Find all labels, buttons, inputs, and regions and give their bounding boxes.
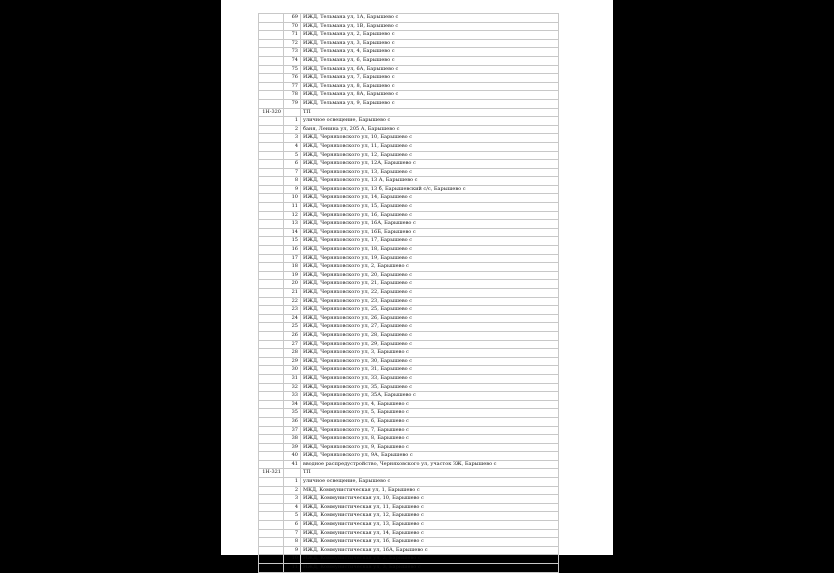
row-section-cell [259,443,284,452]
row-number-cell: 9 [284,546,301,555]
table-row [259,469,559,478]
row-section-cell [259,134,284,143]
row-text-cell: ИЖД, Тельмана ул, 2, Барышево с [301,31,559,40]
table-row [259,443,559,452]
row-number-cell: 79 [284,99,301,108]
row-section-cell [259,340,284,349]
row-number-cell: 19 [284,271,301,280]
row-text-cell: ИЖД, Коммунистическая ул, 16А, Барышево с [301,546,559,555]
row-section-cell [259,392,284,401]
table-row [259,108,559,117]
row-number-cell: 3 [284,495,301,504]
row-section-cell [259,99,284,108]
row-text-cell: ИЖД, Черняховского ул, 13, Барышево с [301,168,559,177]
row-number-cell: 30 [284,366,301,375]
table-row [259,297,559,306]
row-section-cell [259,529,284,538]
row-text-cell: ИЖД, Черняховского ул, 16, Барышево с [301,211,559,220]
table-row [259,237,559,246]
table-row [259,254,559,263]
row-number-cell: 3 [284,134,301,143]
table-row [259,22,559,31]
row-number-cell: 38 [284,435,301,444]
row-section-cell [259,237,284,246]
row-text-cell: ИЖД, Черняховского ул, 33, Барышево с [301,374,559,383]
row-text-cell: ИЖД, Коммунистическая ул, 16, Барышево с [301,538,559,547]
table-row [259,426,559,435]
row-section-cell [259,452,284,461]
table-row [259,48,559,57]
table-row [259,31,559,40]
table-row [259,142,559,151]
row-number-cell: 71 [284,31,301,40]
row-text-cell: ИЖД, Тельмана ул, 6, Барышево с [301,56,559,65]
row-section-cell [259,91,284,100]
row-number-cell: 15 [284,237,301,246]
row-number-cell: 24 [284,314,301,323]
row-number-cell: 40 [284,452,301,461]
table-row [259,168,559,177]
row-section-cell [259,185,284,194]
row-text-cell: ИЖД, Тельмана ул, 3, Барышево с [301,39,559,48]
row-text-cell: ИЖД, Черняховского ул, 9, Барышево с [301,443,559,452]
row-section-cell [259,564,284,573]
table-row [259,263,559,272]
row-text-cell: ИЖД, Черняховского ул, 18, Барышево с [301,246,559,255]
row-section-cell [259,177,284,186]
row-section-cell [259,254,284,263]
row-number-cell: 34 [284,400,301,409]
row-section-cell [259,263,284,272]
row-text-cell: ИЖД, Черняховского ул, 26, Барышево с [301,314,559,323]
row-section-cell [259,280,284,289]
row-number-cell: 70 [284,22,301,31]
row-section-cell [259,31,284,40]
row-section-cell [259,538,284,547]
table-row [259,117,559,126]
row-text-cell: баня, Ленина ул, 205 А, Барышево с [301,125,559,134]
row-text-cell: вводное распредустройство, Черняховского ул, участок ЗЖ, Барышево с [301,460,559,469]
row-section-cell [259,22,284,31]
row-section-cell [259,194,284,203]
table-row [259,280,559,289]
row-number-cell: 1 [284,478,301,487]
row-number-cell: 12 [284,211,301,220]
row-section-cell [259,435,284,444]
row-text-cell: ИЖД, Тельмана ул, 9, Барышево с [301,99,559,108]
row-number-cell: 8 [284,538,301,547]
row-text-cell: ИЖД, Черняховского ул, 30, Барышево с [301,357,559,366]
row-text-cell: ИЖД, Черняховского ул, 15, Барышево с [301,203,559,212]
row-section-cell [259,117,284,126]
row-number-cell: 6 [284,521,301,530]
row-number-cell: 75 [284,65,301,74]
row-text-cell: ИЖД, Коммунистическая ул, 10, Барышево с [301,495,559,504]
table-row [259,340,559,349]
row-text-cell: ИЖД, Черняховского ул, 11, Барышево с [301,142,559,151]
row-section-cell [259,56,284,65]
row-section-cell [259,512,284,521]
row-text-cell: ИЖД, Черняховского ул, 20, Барышево с [301,271,559,280]
row-number-cell: 20 [284,280,301,289]
row-text-cell: ИЖД, Тельмана ул, 1А, Барышево с [301,14,559,23]
row-text-cell: ИЖД, Черняховского ул, 25, Барышево с [301,306,559,315]
row-number-cell: 77 [284,82,301,91]
row-text-cell: ИЖД, Черняховского ул, 28, Барышево с [301,331,559,340]
row-text-cell: ИЖД, Черняховского ул, 4, Барышево с [301,400,559,409]
table-row [259,374,559,383]
row-section-cell [259,521,284,530]
row-number-cell: 28 [284,349,301,358]
row-section-cell [259,297,284,306]
row-text-cell: ИЖД, Тельмана ул, 8, Барышево с [301,82,559,91]
table-row [259,529,559,538]
table-row [259,39,559,48]
table-row [259,211,559,220]
row-text-cell: ИЖД, Черняховского ул, 12А, Барышево с [301,160,559,169]
row-text-cell: ИЖД, Коммунистическая ул, 11, Барышево с [301,503,559,512]
row-text-cell: ТП [301,469,559,478]
table-row [259,271,559,280]
table-row [259,357,559,366]
row-text-cell: ИЖД, Тельмана ул, 7, Барышево с [301,74,559,83]
row-number-cell: 9 [284,185,301,194]
row-number-cell: 5 [284,151,301,160]
row-text-cell: ИЖД, Черняховского ул, 35А, Барышево с [301,392,559,401]
row-section-cell [259,203,284,212]
row-section-cell [259,306,284,315]
row-section-cell [259,331,284,340]
row-text-cell: ИЖД, Черняховского ул, 8, Барышево с [301,435,559,444]
row-text-cell: ИЖД, Черняховского ул, 3, Барышево с [301,349,559,358]
row-text-cell: ИЖД, Тельмана ул, 6А, Барышево с [301,65,559,74]
row-text-cell: ИЖД, Черняховского ул, 10, Барышево с [301,134,559,143]
row-number-cell: 23 [284,306,301,315]
row-section-cell [259,246,284,255]
row-section-cell [259,374,284,383]
table-row [259,503,559,512]
row-section-cell [259,142,284,151]
table-row [259,91,559,100]
table-row [259,203,559,212]
row-text-cell: ИЖД, Тельмана ул, 4, Барышево с [301,48,559,57]
table-row [259,521,559,530]
row-section-cell: 1Н-320 [259,108,284,117]
row-number-cell: 32 [284,383,301,392]
table-row [259,289,559,298]
row-number-cell: 72 [284,39,301,48]
table-row [259,323,559,332]
table-row [259,194,559,203]
row-number-cell: 73 [284,48,301,57]
row-number-cell: 29 [284,357,301,366]
row-section-cell [259,314,284,323]
row-section-cell [259,289,284,298]
table-row [259,151,559,160]
row-section-cell [259,151,284,160]
table-row [259,392,559,401]
table-row [259,478,559,487]
row-section-cell [259,14,284,23]
table-row [259,14,559,23]
table-row [259,409,559,418]
row-text-cell: ИЖД, Коммунистическая ул, 13, Барышево с [301,521,559,530]
row-section-cell [259,271,284,280]
row-section-cell [259,417,284,426]
row-text-cell: ИЖД, Черняховского ул, 29, Барышево с [301,340,559,349]
row-text-cell: ИЖД, Черняховского ул, 19, Барышево с [301,254,559,263]
row-number-cell: 7 [284,529,301,538]
row-text-cell: ИЖД, Тельмана ул, 8А, Барышево с [301,91,559,100]
address-table [258,13,559,573]
row-number-cell: 8 [284,177,301,186]
row-section-cell [259,349,284,358]
row-section-cell [259,357,284,366]
row-number-cell: 35 [284,409,301,418]
row-section-cell [259,478,284,487]
row-number-cell: 37 [284,426,301,435]
row-section-cell [259,546,284,555]
row-number-cell: 27 [284,340,301,349]
row-text-cell: ИЖД, Черняховского ул, 23, Барышево с [301,297,559,306]
row-number-cell: 36 [284,417,301,426]
row-number-cell: 18 [284,263,301,272]
table-row [259,546,559,555]
row-text-cell: ИЖД, Черняховского ул, 22, Барышево с [301,289,559,298]
row-section-cell [259,409,284,418]
row-number-cell: 41 [284,460,301,469]
row-section-cell [259,383,284,392]
row-section-cell [259,48,284,57]
table-row [259,74,559,83]
row-section-cell [259,125,284,134]
row-text-cell: ИЖД, Черняховского ул, 13 А, Барышево с [301,177,559,186]
row-section-cell [259,211,284,220]
row-text-cell: МКД, Коммунистическая ул, 1, Барышево с [301,486,559,495]
row-text-cell: ИЖД, Черняховского ул, 27, Барышево с [301,323,559,332]
table-row [259,56,559,65]
row-number-cell: 26 [284,331,301,340]
row-section-cell [259,366,284,375]
row-text-cell: ИЖД, Коммунистическая ул, 12, Барышево с [301,512,559,521]
document-page [221,0,613,570]
row-section-cell [259,65,284,74]
row-number-cell: 78 [284,91,301,100]
table-row [259,134,559,143]
row-number-cell: 39 [284,443,301,452]
table-row [259,160,559,169]
row-number-cell: 5 [284,512,301,521]
row-section-cell [259,74,284,83]
row-section-cell [259,228,284,237]
table-row [259,99,559,108]
row-text-cell: ИЖД, Черняховского ул, 16Б, Барышево с [301,228,559,237]
address-table-body [259,14,559,573]
table-row [259,452,559,461]
row-text-cell: ИЖД, Черняховского ул, 31, Барышево с [301,366,559,375]
table-row [259,486,559,495]
row-section-cell [259,555,284,564]
row-section-cell [259,426,284,435]
row-section-cell [259,160,284,169]
table-row [259,460,559,469]
row-section-cell [259,323,284,332]
table-row [259,65,559,74]
row-number-cell: 31 [284,374,301,383]
row-number-cell: 33 [284,392,301,401]
row-section-cell [259,220,284,229]
row-text-cell: ИЖД, Черняховского ул, 14, Барышево с [301,194,559,203]
row-number-cell: 74 [284,56,301,65]
row-section-cell [259,460,284,469]
table-row [259,228,559,237]
row-text-cell: ИЖД, Черняховского ул, 12, Барышево с [301,151,559,160]
table-row [259,564,559,573]
row-number-cell: 69 [284,14,301,23]
row-number-cell: 22 [284,297,301,306]
row-number-cell: 21 [284,289,301,298]
row-number-cell: 6 [284,160,301,169]
row-number-cell: 4 [284,503,301,512]
table-row [259,331,559,340]
table-row [259,555,559,564]
table-row [259,435,559,444]
row-number-cell: 2 [284,486,301,495]
row-number-cell: 16 [284,246,301,255]
row-text-cell: ИЖД, Черняховского ул, 17, Барышево с [301,237,559,246]
row-text-cell: ИЖД, Черняховского ул, 5, Барышево с [301,409,559,418]
row-number-cell: 10 [284,194,301,203]
table-row [259,185,559,194]
row-section-cell [259,39,284,48]
row-text-cell: уличное освещение, Барышево с [301,478,559,487]
row-number-cell [284,469,301,478]
row-text-cell: ИЖД, Черняховского ул, 21, Барышево с [301,280,559,289]
table-row [259,220,559,229]
row-number-cell: 10 [284,555,301,564]
row-number-cell: 7 [284,168,301,177]
row-number-cell: 14 [284,228,301,237]
row-section-cell [259,82,284,91]
row-text-cell: ИЖД, Коммунистическая ул, 14, Барышево с [301,529,559,538]
row-section-cell: 1Н-321 [259,469,284,478]
row-text-cell: ИЖД, Черняховского ул, 13 б, Барышевский с/с, Барышево с [301,185,559,194]
row-text-cell: ИЖД, Тельмана ул, 1В, Барышево с [301,22,559,31]
row-text-cell: ИЖД, Коммунистическая ул, 2, Барышево с [301,555,559,564]
table-row [259,366,559,375]
table-row [259,349,559,358]
table-row [259,246,559,255]
row-section-cell [259,495,284,504]
row-text-cell: ТП [301,108,559,117]
table-row [259,417,559,426]
row-text-cell: ИЖД, Черняховского ул, 6, Барышево с [301,417,559,426]
row-section-cell [259,486,284,495]
row-number-cell: 11 [284,564,301,573]
row-number-cell: 13 [284,220,301,229]
table-row [259,383,559,392]
table-row [259,495,559,504]
row-text-cell: ИЖД, Черняховского ул, 35, Барышево с [301,383,559,392]
row-text-cell: ИЖД, Черняховского ул, 7, Барышево с [301,426,559,435]
table-row [259,306,559,315]
table-row [259,125,559,134]
row-number-cell: 25 [284,323,301,332]
row-number-cell: 17 [284,254,301,263]
row-text-cell: ИЖД, Черняховского ул, 2, Барышево с [301,263,559,272]
table-row [259,538,559,547]
table-row [259,82,559,91]
row-text-cell: уличное освещение, Барышево с [301,117,559,126]
row-number-cell: 2 [284,125,301,134]
row-number-cell: 1 [284,117,301,126]
table-row [259,314,559,323]
row-section-cell [259,168,284,177]
row-number-cell: 11 [284,203,301,212]
row-number-cell [284,108,301,117]
table-row [259,512,559,521]
row-text-cell: ИЖД, Черняховского ул, 9А, Барышево с [301,452,559,461]
table-row [259,400,559,409]
table-row [259,177,559,186]
row-section-cell [259,503,284,512]
row-section-cell [259,400,284,409]
row-text-cell: ИЖД, Коммунистическая ул, 3, Барышево с [301,564,559,573]
row-number-cell: 4 [284,142,301,151]
row-number-cell: 76 [284,74,301,83]
row-text-cell: ИЖД, Черняховского ул, 16А, Барышево с [301,220,559,229]
